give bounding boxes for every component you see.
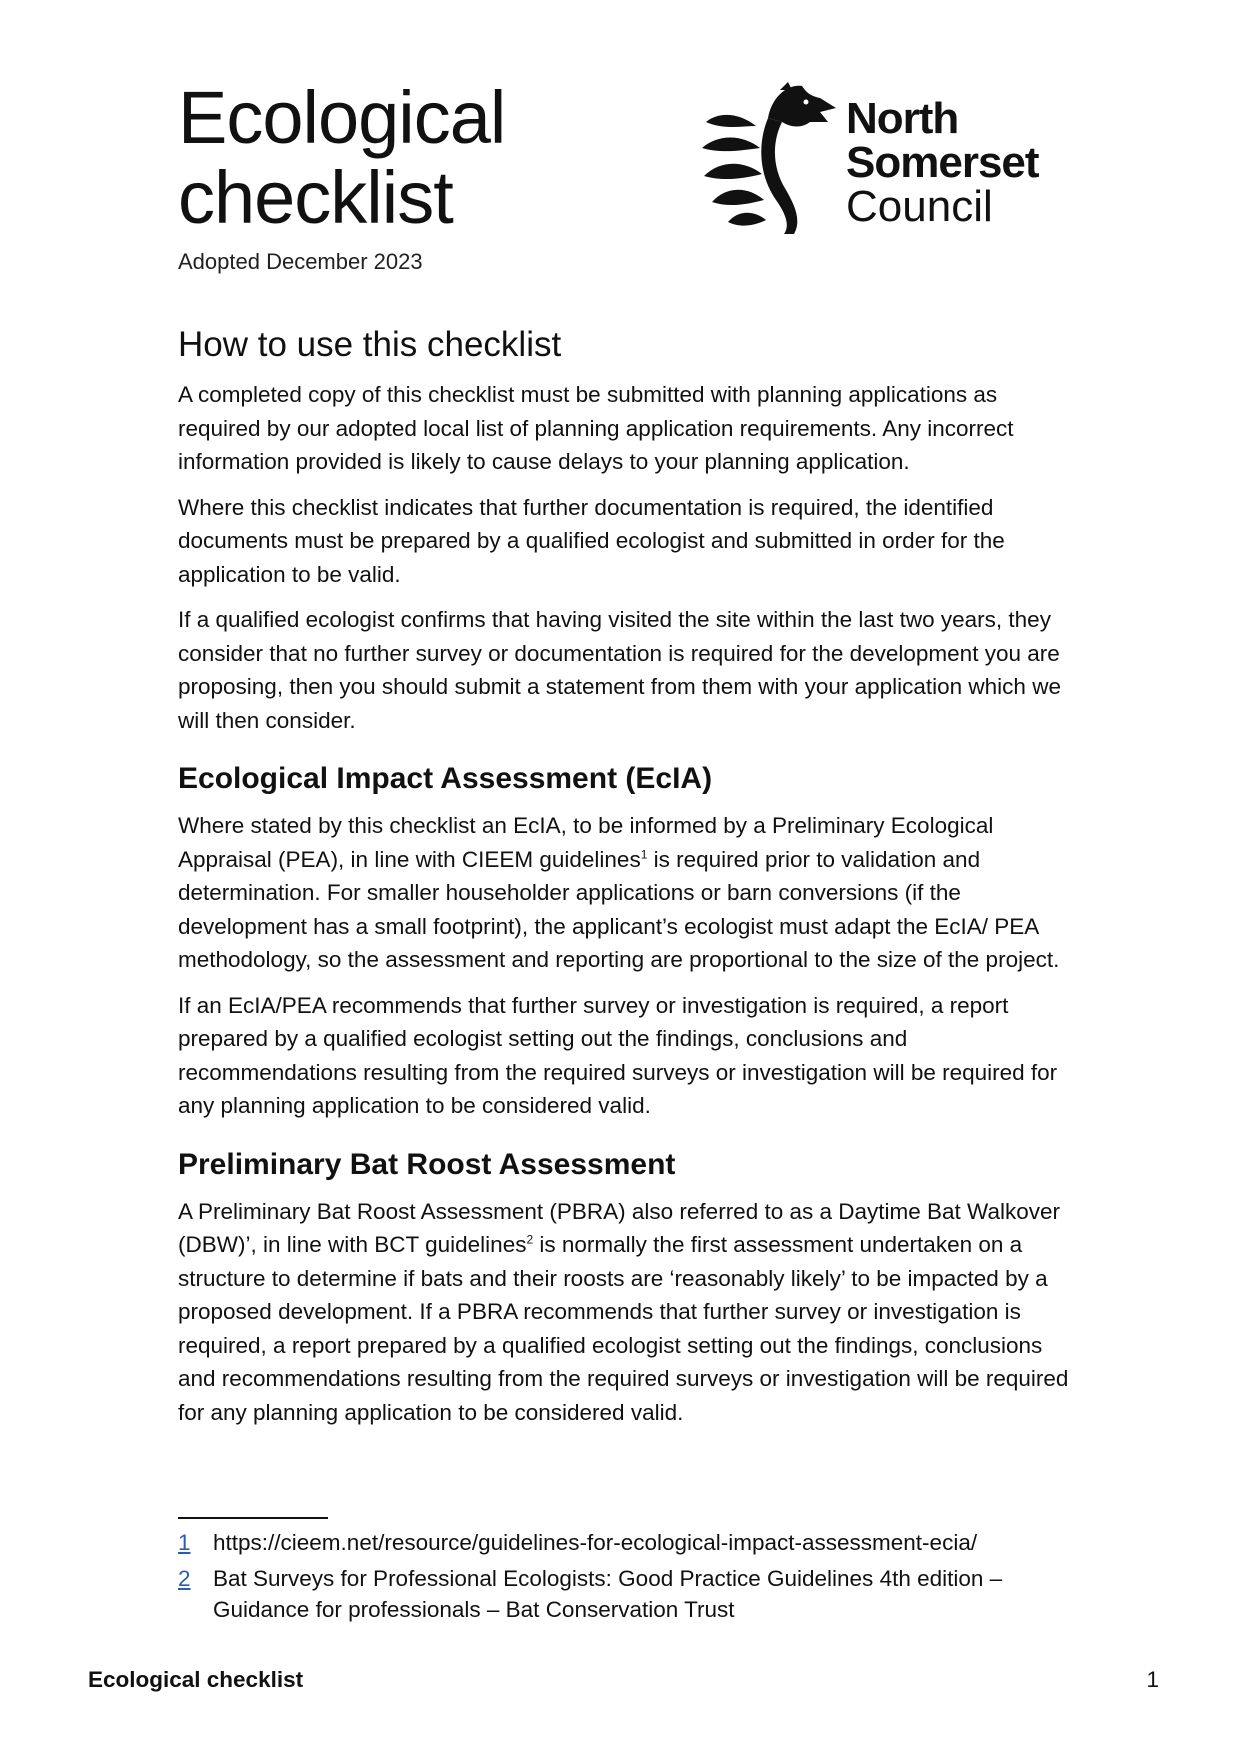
adopted-date: Adopted December 2023: [178, 249, 423, 274]
footnote-item: [178, 1563, 1078, 1625]
footnote-link-2[interactable]: 2: [178, 1566, 191, 1591]
heading-how-to-use: How to use this checklist: [178, 325, 562, 364]
footnote-reference-2[interactable]: 2: [526, 1232, 534, 1247]
logo-line-council: Council: [846, 182, 993, 231]
footnote-text: Bat Surveys for Professional Ecologists: Good Practice Guidelines 4th edition – Guidance for professionals – Bat Conservation Trust: [213, 1566, 1003, 1622]
footnotes: [178, 1527, 1078, 1630]
logo-line-somerset: Somerset: [846, 138, 1039, 187]
paragraph: A completed copy of this checklist must be submitted with planning applications as required by our adopted local list of planning application requirements. Any incorrect information provided is likely to cause delays to your planning application.: [178, 382, 1014, 474]
dragon-icon: [698, 82, 838, 234]
text-run: is normally the first assessment undertaken on a structure to determine if bats and their roosts are ‘reasonably likely’ to be impacted by a proposed development. If a PBRA recommends that further survey or investigation is required, a report prepared by a qualified ecologist setting out the findings, conclusions and recommendations resulting from the required surveys or investigation will be required for any planning application to be considered valid.: [178, 1232, 1069, 1425]
paragraph: [178, 1195, 1078, 1430]
footnote-divider: [178, 1517, 328, 1519]
heading-ecia: Ecological Impact Assessment (EcIA): [178, 762, 713, 795]
page-number: 1: [1146, 1667, 1159, 1692]
title-line-1: Ecological: [178, 76, 506, 159]
logo-line-north: North: [846, 94, 959, 143]
main-content: [178, 322, 1078, 1441]
footnote-text: https://cieem.net/resource/guidelines-for-ecological-impact-assessment-ecia/: [213, 1530, 978, 1555]
council-wordmark: [846, 94, 1039, 231]
paragraph: [178, 809, 1078, 977]
footnote-reference-1[interactable]: 1: [640, 847, 648, 861]
text-run: A Preliminary Bat Roost Assessment (PBRA) also referred to as a Daytime Bat Walkover (DBW)’, in line with BCT guidelines: [178, 1198, 1060, 1257]
text-run: is required prior to validation and determination. For smaller householder applications or barn conversions (if the development has a small footprint), the applicant’s ecologist must adapt the EcIA/ PEA methodology, so the assessment and reporting are proportional to the size of the project.: [178, 846, 1060, 972]
paragraph: If a qualified ecologist confirms that having visited the site within the last two years, they consider that no further survey or documentation is required for the development you are proposing, then you should submit a statement from them with your application which we will then consider.: [178, 607, 1061, 733]
document-title: [178, 78, 505, 238]
paragraph: Where this checklist indicates that further documentation is required, the identified documents must be prepared by a qualified ecologist and submitted in order for the application to be valid.: [178, 494, 1005, 587]
footer-title: Ecological checklist: [88, 1667, 304, 1692]
text-run: Where stated by this checklist an EcIA, to be informed by a Preliminary Ecological Appraisal (PEA), in line with CIEEM guidelines: [178, 813, 994, 872]
footnote-link-1[interactable]: 1: [178, 1530, 191, 1555]
council-logo: [698, 82, 1070, 234]
footnote-item: [178, 1527, 1078, 1558]
heading-pbra: Preliminary Bat Roost Assessment: [178, 1147, 676, 1181]
paragraph: If an EcIA/PEA recommends that further survey or investigation is required, a report prepared by a qualified ecologist setting out the findings, conclusions and recommendations resulting from the required surveys or investigation will be required for any planning application to be considered valid.: [178, 992, 1058, 1118]
title-line-2: checklist: [178, 156, 453, 239]
